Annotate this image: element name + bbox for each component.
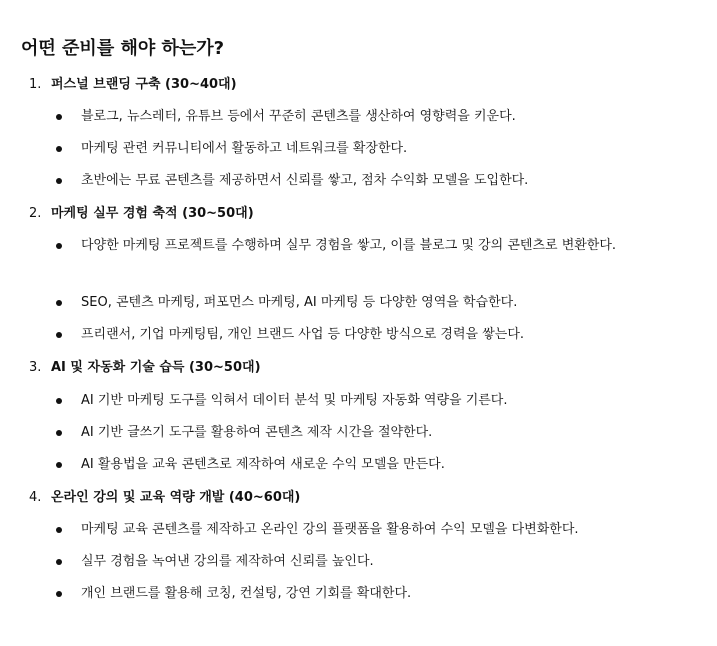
list-item-text: AI 기반 마케팅 도구를 익혀서 데이터 분석 및 마케팅 자동화 역량을 기른다. — [81, 393, 508, 408]
list-item-text: 블로그, 뉴스레터, 유튜브 등에서 꾸준히 콘텐츠를 생산하여 영향력을 키운다. — [81, 109, 516, 124]
list-item — [56, 323, 681, 347]
bullet-dot-icon — [56, 114, 62, 120]
list-item — [56, 169, 681, 193]
list-item — [56, 291, 681, 315]
list-item-text: SEO, 콘텐츠 마케팅, 퍼포먼스 마케팅, AI 마케팅 등 다양한 영역을 학습한다. — [81, 295, 518, 310]
section-title-4 — [29, 488, 300, 508]
section-title-text-4: 온라인 강의 및 교육 역량 개발 (40~60대) — [51, 490, 301, 505]
bullet-dot-icon — [56, 146, 62, 152]
list-item-text: AI 활용법을 교육 콘텐츠로 제작하여 새로운 수익 모델을 만든다. — [81, 457, 445, 472]
list-item-text: 프리랜서, 기업 마케팅팀, 개인 브랜드 사업 등 다양한 방식으로 경력을 쌓는다. — [81, 327, 525, 342]
section-title-text-1: 퍼스널 브랜딩 구축 (30~40대) — [51, 77, 237, 92]
bullet-dot-icon — [56, 591, 62, 597]
list-item — [56, 518, 681, 542]
list-item-text: 마케팅 교육 콘텐츠를 제작하고 온라인 강의 플랫폼을 활용하여 수익 모델을 다변화한다. — [81, 522, 579, 537]
list-item-text: 개인 브랜드를 활용해 코칭, 컨설팅, 강연 기회를 확대한다. — [81, 586, 412, 601]
section-title-2 — [29, 204, 254, 224]
list-item-text: 마케팅 관련 커뮤니티에서 활동하고 네트워크를 확장한다. — [81, 141, 408, 156]
list-item — [56, 389, 681, 413]
section-number-4: 4. — [29, 490, 42, 505]
bullet-dot-icon — [56, 178, 62, 184]
list-item-text: AI 기반 글쓰기 도구를 활용하여 콘텐츠 제작 시간을 절약한다. — [81, 425, 433, 440]
section-title-3 — [29, 358, 261, 378]
bullet-dot-icon — [56, 300, 62, 306]
section-title-1 — [29, 75, 237, 95]
page-heading: 어떤 준비를 해야 하는가? — [21, 38, 225, 59]
list-item — [56, 234, 681, 258]
bullet-dot-icon — [56, 398, 62, 404]
section-number-1: 1. — [29, 77, 42, 92]
bullet-dot-icon — [56, 243, 62, 249]
list-item — [56, 453, 681, 477]
bullet-dot-icon — [56, 559, 62, 565]
bullet-dot-icon — [56, 462, 62, 468]
bullet-dot-icon — [56, 332, 62, 338]
list-item-text: 초반에는 무료 콘텐츠를 제공하면서 신뢰를 쌓고, 점차 수익화 모델을 도입한다. — [81, 173, 529, 188]
section-title-text-2: 마케팅 실무 경험 축적 (30~50대) — [51, 206, 254, 221]
list-item — [56, 137, 681, 161]
bullet-dot-icon — [56, 527, 62, 533]
section-title-text-3: AI 및 자동화 기술 습득 (30~50대) — [51, 360, 261, 375]
list-item-text: 실무 경험을 녹여낸 강의를 제작하여 신뢰를 높인다. — [81, 554, 374, 569]
list-item — [56, 582, 681, 606]
list-item-text: 다양한 마케팅 프로젝트를 수행하며 실무 경험을 쌓고, 이를 블로그 및 강의 콘텐츠로 변환한다. — [81, 238, 617, 253]
list-item — [56, 421, 681, 445]
section-number-3: 3. — [29, 360, 42, 375]
section-number-2: 2. — [29, 206, 42, 221]
list-item — [56, 105, 681, 129]
list-item — [56, 550, 681, 574]
bullet-dot-icon — [56, 430, 62, 436]
